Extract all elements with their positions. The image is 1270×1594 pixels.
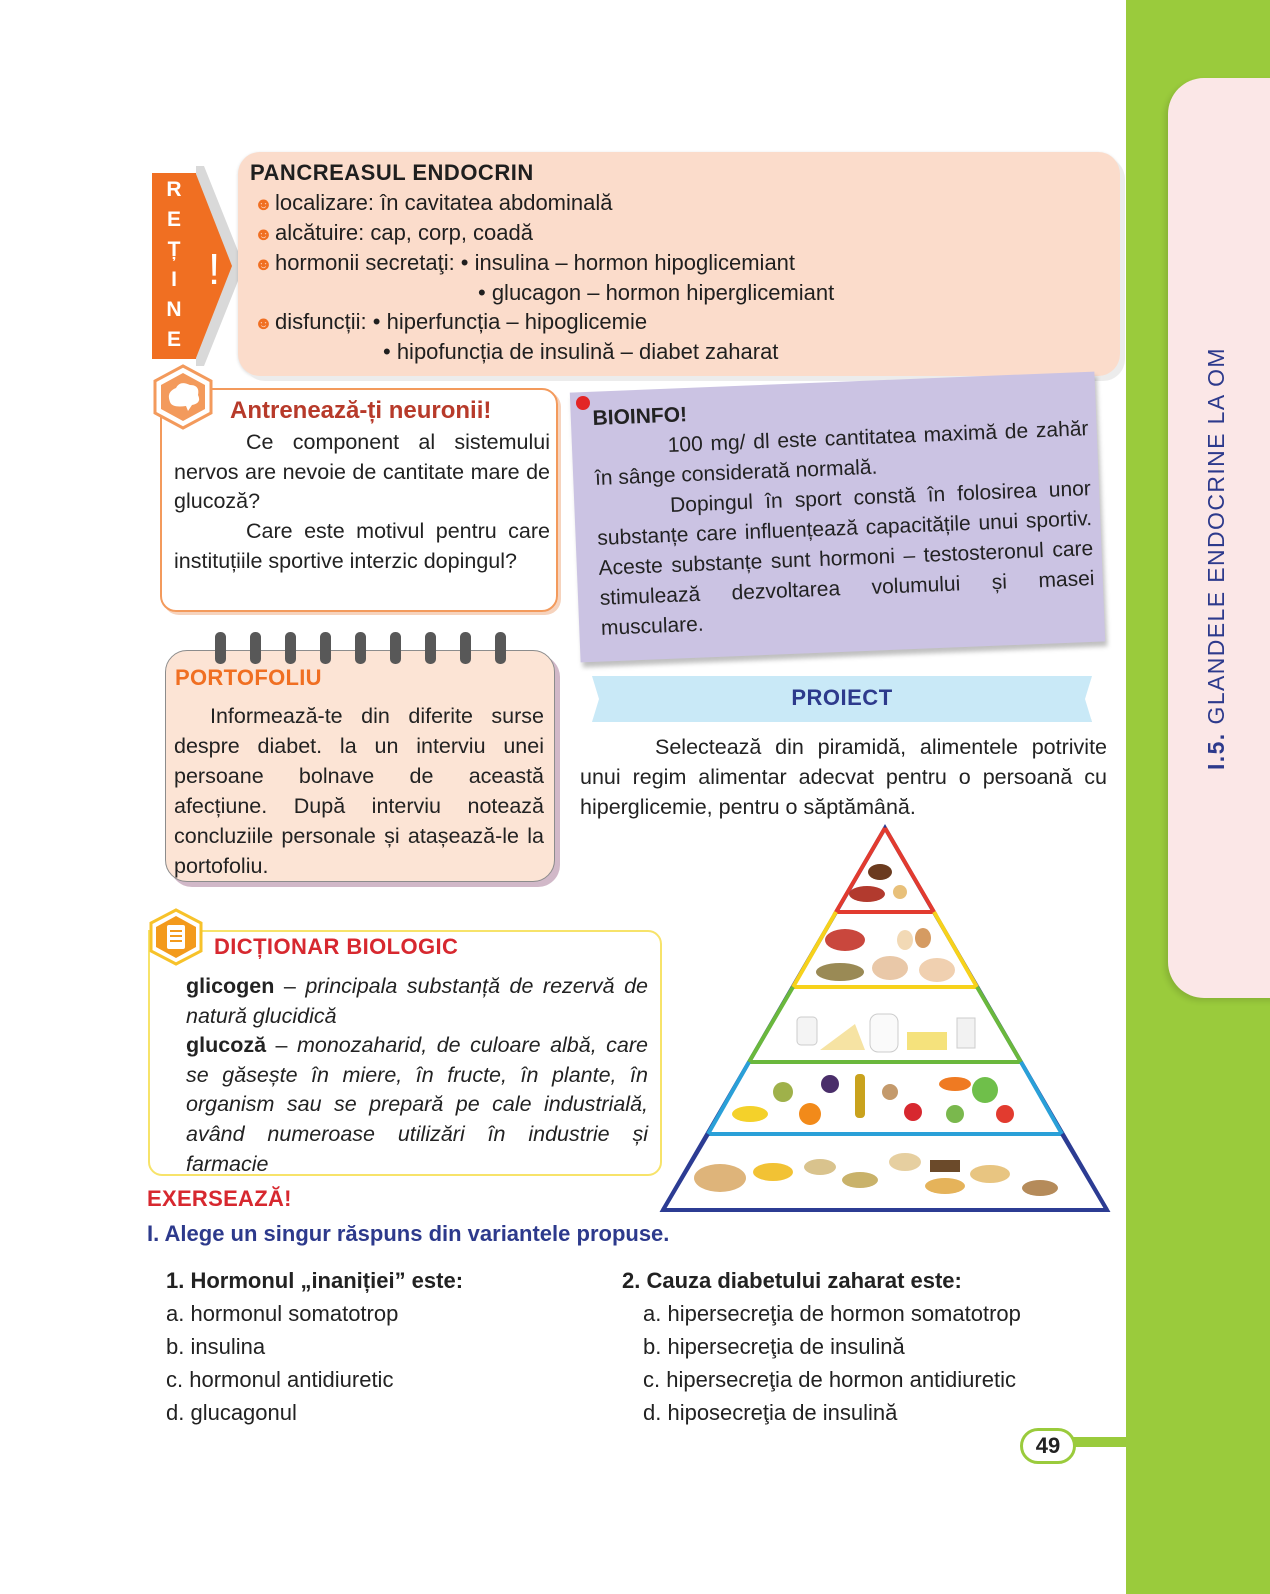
- binder-ring-icon: [320, 632, 331, 664]
- retine-letter: N: [166, 298, 182, 321]
- dictionar-title: DICȚIONAR BIOLOGIC: [214, 934, 459, 959]
- retine-line: ☻localizare: în cavitatea abdominală: [254, 190, 613, 215]
- orange-food: [799, 1103, 821, 1125]
- question-1-option[interactable]: a. hormonul somatotrop: [166, 1301, 399, 1326]
- retine-title: PANCREASUL ENDOCRIN: [250, 160, 534, 185]
- retine-line: ☻hormonii secretaţi: • insulina – hormon hipoglicemiant: [254, 250, 796, 275]
- portofoliu-text: Informează-te din diferite surse despre diabet. la un interviu unei persoane bolnave de această afecțiune. După interviu notează concluziile personale și atașează-le la portofoliu.: [174, 704, 544, 878]
- mushroom-food: [882, 1084, 898, 1100]
- proiect-text: Selectează din piramidă, alimentele potrivite unui regim alimentar adecvat pentru o persoană cu hiperglicemie, pentru o săptămână.: [580, 735, 1107, 819]
- retine-line: ☻disfuncții: • hiperfuncția – hipoglicemie: [254, 309, 648, 334]
- dictionar-term: glicogen: [186, 974, 275, 998]
- binder-ring-icon: [495, 632, 506, 664]
- binder-ring-icon: [215, 632, 226, 664]
- wheat-food: [842, 1172, 878, 1188]
- chicken-food: [919, 958, 955, 982]
- question-1-option[interactable]: b. insulina: [166, 1334, 266, 1359]
- question-2-option[interactable]: b. hipersecreţia de insulină: [643, 1334, 905, 1359]
- question-2-option[interactable]: d. hiposecreţia de insulină: [643, 1400, 898, 1425]
- smiley-bullet-icon: ☻: [254, 254, 273, 274]
- oil-bottle-food: [855, 1074, 865, 1118]
- antreneaza-title: Antrenează-ți neuronii!: [230, 397, 492, 424]
- lettuce-food: [972, 1077, 998, 1103]
- proiect-title: PROIECT: [791, 685, 893, 710]
- retine-letter: R: [166, 178, 182, 201]
- milk-glass-food: [957, 1018, 975, 1048]
- banana-food: [732, 1106, 768, 1122]
- salami-food: [849, 886, 885, 902]
- dictionar-term: glucoză: [186, 1033, 267, 1058]
- butter-food: [907, 1032, 947, 1050]
- cereal-food: [1022, 1180, 1058, 1196]
- retine-letter: E: [166, 328, 181, 351]
- chapter-title: [1203, 347, 1230, 770]
- retine-line: • glucagon – hormon hiperglicemiant: [478, 280, 835, 305]
- antreneaza-question: Care este motivul pentru care instituțiile sportive interzic dopingul?: [174, 519, 550, 573]
- chicken-food: [872, 956, 908, 980]
- retine-letter: I: [171, 268, 177, 291]
- retine-line: • hipofuncția de insulină – diabet zaharat: [383, 339, 779, 364]
- exerseaza-instruction: I. Alege un singur răspuns din variantele propuse.: [147, 1221, 670, 1246]
- book-icon: [147, 908, 205, 966]
- antreneaza-question: Ce component al sistemului nervos are nevoie de cantitate mare de glucoză?: [174, 430, 550, 513]
- binder-ring-icon: [460, 632, 471, 664]
- retine-arrow-icon: [196, 166, 244, 366]
- retine-letter: Ț: [167, 238, 181, 261]
- question-2-option[interactable]: a. hipersecreţia de hormon somatotrop: [643, 1301, 1021, 1326]
- portofoliu-title: PORTOFOLIU: [175, 665, 322, 690]
- bioinfo-paragraph: 100 mg/ dl este cantitatea maximă de zahăr în sânge considerată normală.: [594, 417, 1089, 490]
- retine-line: ☻alcătuire: cap, corp, coadă: [254, 220, 533, 245]
- binder-ring-icon: [390, 632, 401, 664]
- pasta-food: [970, 1165, 1010, 1183]
- binder-ring-icon: [355, 632, 366, 664]
- milk-jug-food: [870, 1014, 898, 1052]
- dictionar-text: glicogen – principala substanță de rezervă de natură glucidică glucoză – monozaharid, de culoare albă, care se găsește în miere, în fructe, în plante, în organism sau se prepară pe cale industrială, având numeroase utilizări în industrie și farmacie: [186, 974, 648, 1176]
- retine-letter: E: [166, 208, 181, 231]
- grain-food: [804, 1159, 836, 1175]
- bioinfo-paragraph: Dopingul în sport constă în folosirea unor substanțe care influențează capacitățile unui sportiv. Aceste substanțe sunt hormoni – testosteronul care stimulează dezvoltarea volumului și masei musculare.: [596, 477, 1095, 640]
- chocolate-food: [868, 864, 892, 880]
- bread-slice-food: [889, 1153, 921, 1171]
- smiley-bullet-icon: ☻: [254, 194, 273, 214]
- exclamation-mark: !: [208, 245, 221, 294]
- binder-ring-icon: [425, 632, 436, 664]
- grapes-food: [821, 1075, 839, 1093]
- smiley-bullet-icon: ☻: [254, 224, 273, 244]
- food-pyramid-image: [655, 822, 1115, 1217]
- smiley-bullet-icon: ☻: [254, 313, 273, 333]
- corn-food: [753, 1163, 793, 1181]
- chapter-name: GLANDELE ENDOCRINE LA OM: [1203, 347, 1229, 725]
- dictionar-definition: principala substanță de rezervă de natură glucidică: [186, 974, 648, 1028]
- question-1-option[interactable]: d. glucagonul: [166, 1400, 297, 1425]
- question-2-title: 2. Cauza diabetului zaharat este:: [622, 1268, 962, 1293]
- question-2-option[interactable]: c. hipersecreţia de hormon antidiuretic: [643, 1367, 1016, 1392]
- bread-food: [694, 1164, 746, 1192]
- broccoli-food: [946, 1105, 964, 1123]
- cookie-food: [893, 885, 907, 899]
- meat-food: [825, 929, 865, 951]
- brain-icon: [150, 364, 216, 430]
- exerseaza-title: EXERSEAZĂ!: [147, 1186, 292, 1211]
- dictionar-definition: monozaharid, de culoare albă, care se găsește în miere, în fructe, în plante, în organism sau se prepară pe cale industrială, având numeroase utilizări în industrie și farmacie: [186, 1033, 648, 1176]
- pepper-food: [904, 1103, 922, 1121]
- binder-ring-icon: [285, 632, 296, 664]
- tomato-food: [996, 1105, 1014, 1123]
- bioinfo-title: BIOINFO!: [592, 403, 688, 430]
- pin-dot-icon: [576, 396, 590, 410]
- question-1-option[interactable]: c. hormonul antidiuretic: [166, 1367, 394, 1392]
- egg-food: [897, 930, 913, 950]
- egg-food: [915, 928, 931, 948]
- binder-ring-icon: [250, 632, 261, 664]
- yogurt-food: [797, 1017, 817, 1045]
- pasta-food: [925, 1178, 965, 1194]
- carrot-food: [939, 1077, 971, 1091]
- chapter-number: I.5.: [1203, 732, 1229, 770]
- chocolate-bar-food: [930, 1160, 960, 1172]
- question-1-title: 1. Hormonul „inaniției” este:: [166, 1268, 464, 1293]
- retine-tab: [152, 173, 196, 359]
- bioinfo-content: [592, 384, 1096, 644]
- pear-food: [773, 1082, 793, 1102]
- page-number: 49: [1020, 1428, 1076, 1464]
- fish-food: [816, 963, 864, 981]
